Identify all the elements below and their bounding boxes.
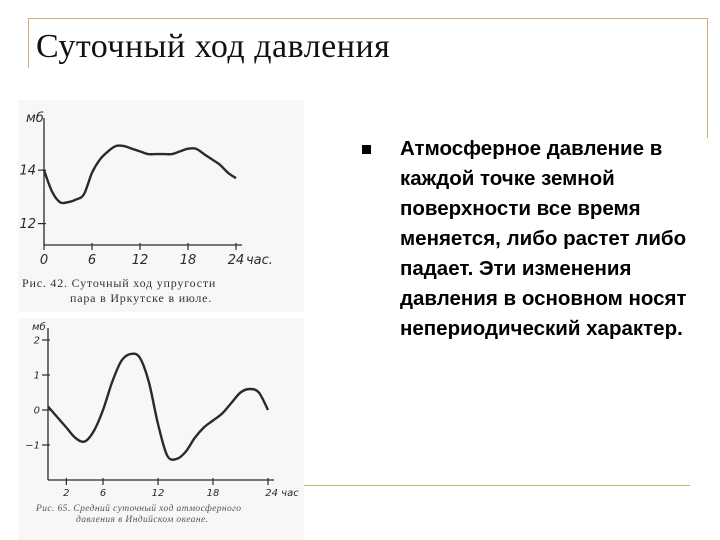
slide-title: Суточный ход давления [36, 28, 391, 65]
y-tick-label: −1 [25, 440, 40, 452]
y-tick-label: 0 [33, 405, 40, 417]
frame-top-line [28, 18, 708, 19]
bullet-marker [362, 145, 371, 154]
frame-left-line [28, 18, 29, 68]
caption-indian-ocean [36, 504, 296, 526]
figure-irkutsk [18, 100, 304, 312]
caption-irkutsk-line1: Рис. 42. Суточный ход упругости [22, 276, 217, 290]
y-tick-label: 1 [33, 370, 40, 382]
series-line [44, 146, 236, 204]
frame-bottom-line [290, 485, 690, 486]
x-tick-label: 24 час [265, 488, 299, 499]
frame-right-line [707, 18, 708, 138]
x-tick-label: 18 [206, 488, 220, 499]
caption-indian-line1: Рис. 65. Средний суточный ход атмосферного [36, 504, 242, 514]
x-tick-label: 24 [227, 253, 245, 268]
x-tick-label: 6 [99, 488, 107, 499]
caption-irkutsk [22, 276, 302, 306]
x-tick-label: 6 [87, 253, 97, 268]
y-tick-label: 12 [19, 217, 36, 233]
y-tick-label: 14 [19, 163, 36, 179]
x-axis-label: час. [246, 253, 273, 268]
y-axis-label: мб [26, 111, 44, 126]
caption-irkutsk-line2: пара в Иркутске в июле. [70, 291, 213, 305]
x-tick-label: 12 [131, 253, 149, 268]
bullet-text: Атмосферное давление в каждой точке земной поверхности все время меняется, либо растет либо падает. Эти изменения давления в основном носят непериодический характер. [400, 137, 687, 340]
x-tick-label: 12 [151, 488, 165, 499]
y-axis-label: мб [32, 322, 46, 333]
x-tick-label: 18 [179, 253, 197, 268]
caption-indian-line2: давления в Индийском океане. [76, 515, 209, 525]
x-tick-label: 0 [39, 253, 49, 268]
x-tick-label: 2 [63, 488, 70, 499]
figure-indian-ocean [18, 318, 304, 540]
series-line [48, 354, 268, 460]
y-tick-label: 2 [33, 335, 40, 347]
